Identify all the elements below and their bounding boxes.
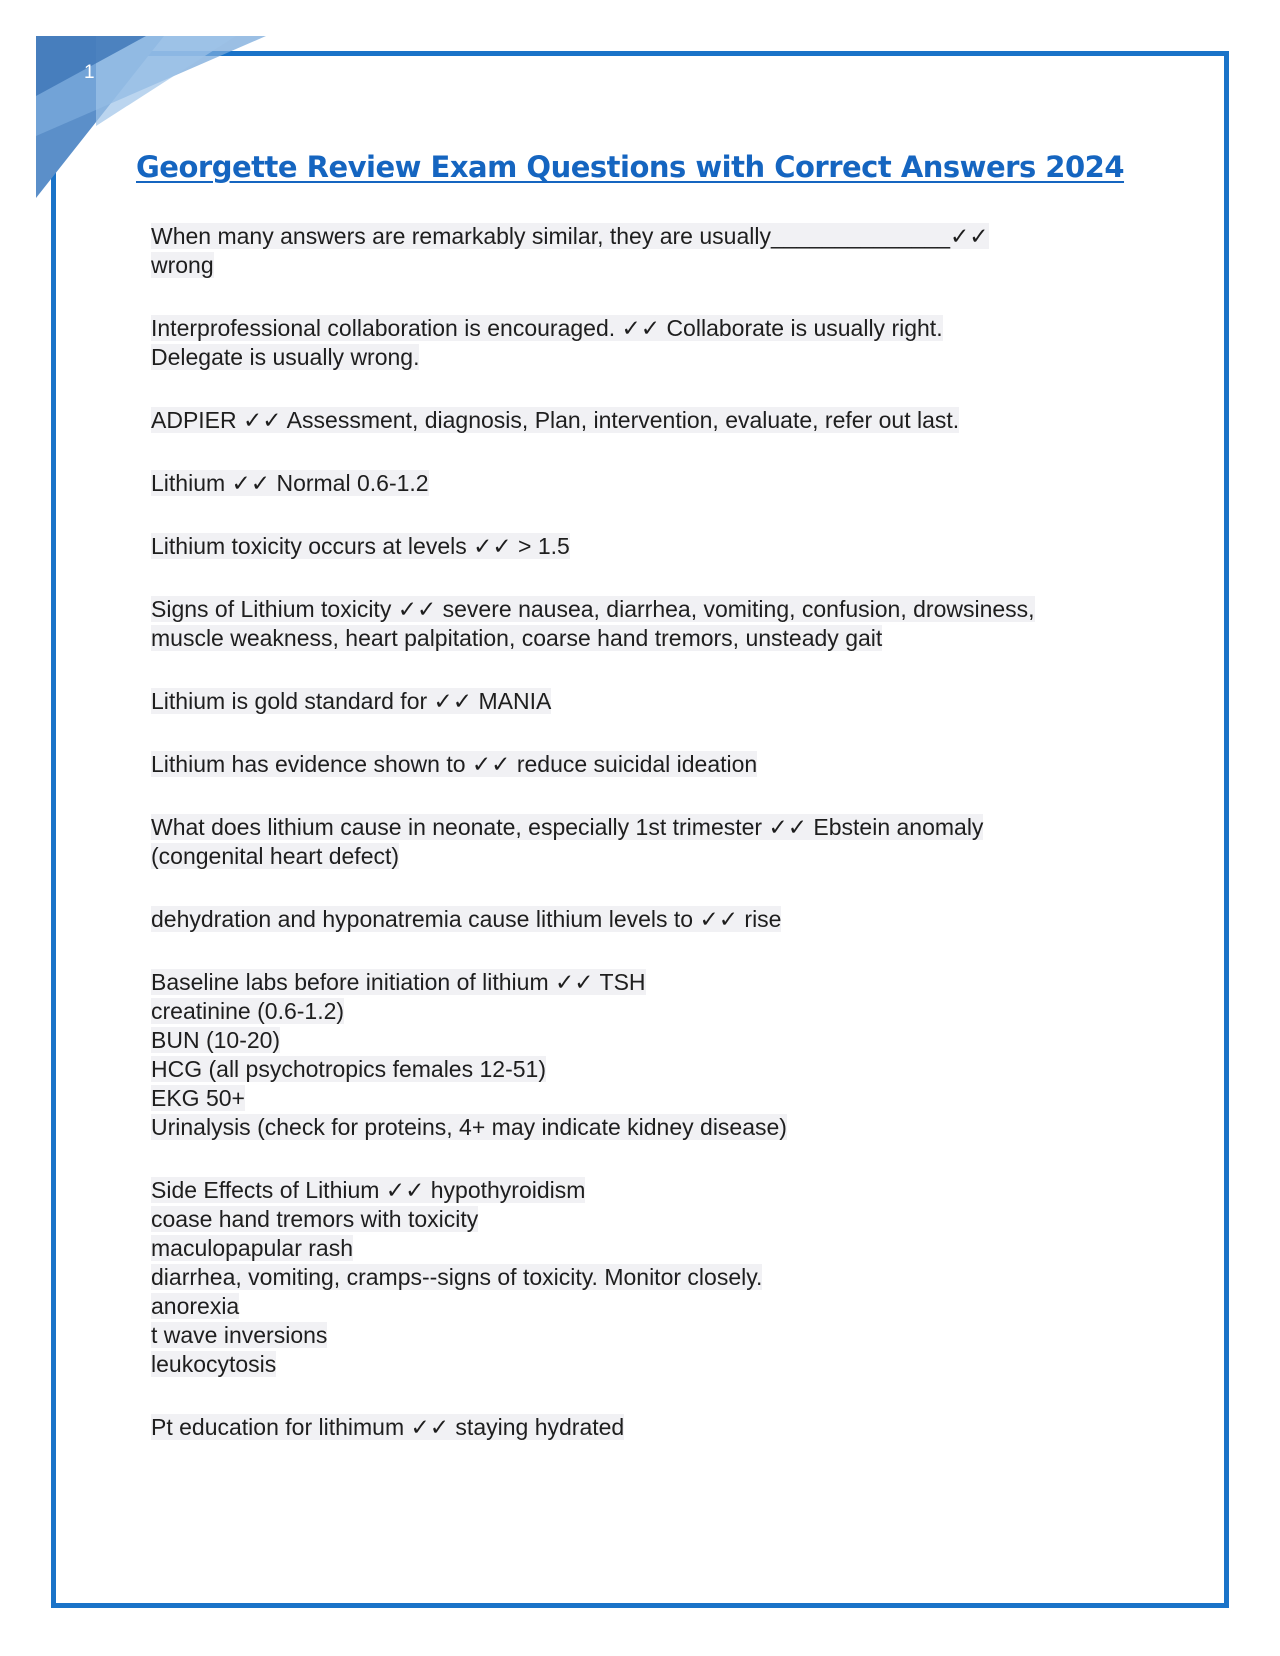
qa-item — [151, 1176, 1151, 1379]
qa-line-text: dehydration and hyponatremia cause lithium levels to ✓✓ rise — [151, 906, 782, 932]
qa-answer-line — [151, 1205, 1151, 1234]
qa-line-text: BUN (10-20) — [151, 1027, 281, 1053]
qa-item — [151, 687, 1151, 716]
qa-question-line — [151, 687, 1151, 716]
qa-answer-line — [151, 624, 1151, 653]
qa-answer-line — [151, 842, 1151, 871]
qa-line-text: EKG 50+ — [151, 1085, 245, 1111]
qa-line-text: Signs of Lithium toxicity ✓✓ severe nausea, diarrhea, vomiting, confusion, drowsiness, — [151, 596, 1035, 622]
qa-question-line — [151, 595, 1151, 624]
qa-list — [151, 222, 1151, 1476]
document-title: Georgette Review Exam Questions with Correct Answers 2024 — [136, 150, 1125, 184]
qa-question-line — [151, 750, 1151, 779]
qa-line-text: (congenital heart defect) — [151, 843, 400, 869]
qa-line-text: Lithium ✓✓ Normal 0.6-1.2 — [151, 470, 429, 496]
qa-line-text: Lithium toxicity occurs at levels ✓✓ > 1.5 — [151, 533, 570, 559]
qa-answer-line — [151, 1234, 1151, 1263]
qa-item — [151, 750, 1151, 779]
qa-answer-line — [151, 1113, 1151, 1142]
qa-line-text: coase hand tremors with toxicity — [151, 1206, 479, 1232]
qa-question-line — [151, 905, 1151, 934]
qa-line-text: Urinalysis (check for proteins, 4+ may indicate kidney disease) — [151, 1114, 787, 1140]
qa-item — [151, 968, 1151, 1142]
qa-question-line — [151, 1176, 1151, 1205]
qa-line-text: Interprofessional collaboration is encouraged. ✓✓ Collaborate is usually right. — [151, 315, 943, 341]
qa-line-text: muscle weakness, heart palpitation, coarse hand tremors, unsteady gait — [151, 625, 883, 651]
qa-question-line — [151, 222, 1151, 251]
qa-question-line — [151, 1413, 1151, 1442]
qa-line-text: Lithium has evidence shown to ✓✓ reduce suicidal ideation — [151, 751, 758, 777]
qa-line-text: Baseline labs before initiation of lithium ✓✓ TSH — [151, 969, 646, 995]
qa-item — [151, 469, 1151, 498]
qa-line-text: leukocytosis — [151, 1351, 277, 1377]
qa-line-text: t wave inversions — [151, 1322, 328, 1348]
qa-item — [151, 314, 1151, 372]
qa-answer-line — [151, 251, 1151, 280]
qa-line-text: Lithium is gold standard for ✓✓ MANIA — [151, 688, 552, 714]
qa-line-text: maculopapular rash — [151, 1235, 354, 1261]
qa-question-line — [151, 406, 1151, 435]
qa-item — [151, 1413, 1151, 1442]
qa-item — [151, 595, 1151, 653]
qa-line-text: Delegate is usually wrong. — [151, 344, 420, 370]
qa-answer-line — [151, 1026, 1151, 1055]
qa-line-text: creatinine (0.6-1.2) — [151, 998, 345, 1024]
qa-line-text: diarrhea, vomiting, cramps--signs of toxicity. Monitor closely. — [151, 1264, 763, 1290]
qa-question-line — [151, 968, 1151, 997]
qa-answer-line — [151, 343, 1151, 372]
qa-line-text: Side Effects of Lithium ✓✓ hypothyroidism — [151, 1177, 586, 1203]
qa-answer-line — [151, 1084, 1151, 1113]
qa-item — [151, 905, 1151, 934]
qa-line-text: When many answers are remarkably similar, they are usually______________✓✓ — [151, 223, 989, 249]
qa-item — [151, 222, 1151, 280]
qa-item — [151, 532, 1151, 561]
qa-answer-line — [151, 1350, 1151, 1379]
qa-item — [151, 813, 1151, 871]
qa-answer-line — [151, 1055, 1151, 1084]
qa-item — [151, 406, 1151, 435]
qa-line-text: anorexia — [151, 1293, 240, 1319]
page-number: 1 — [84, 62, 95, 83]
qa-question-line — [151, 469, 1151, 498]
qa-answer-line — [151, 1321, 1151, 1350]
qa-line-text: What does lithium cause in neonate, especially 1st trimester ✓✓ Ebstein anomaly — [151, 814, 984, 840]
qa-question-line — [151, 813, 1151, 842]
qa-question-line — [151, 314, 1151, 343]
qa-line-text: HCG (all psychotropics females 12-51) — [151, 1056, 546, 1082]
qa-question-line — [151, 532, 1151, 561]
qa-line-text: ADPIER ✓✓ Assessment, diagnosis, Plan, intervention, evaluate, refer out last. — [151, 407, 960, 433]
qa-line-text: wrong — [151, 252, 214, 278]
qa-line-text: Pt education for lithimum ✓✓ staying hydrated — [151, 1414, 625, 1440]
qa-answer-line — [151, 997, 1151, 1026]
qa-answer-line — [151, 1292, 1151, 1321]
qa-answer-line — [151, 1263, 1151, 1292]
